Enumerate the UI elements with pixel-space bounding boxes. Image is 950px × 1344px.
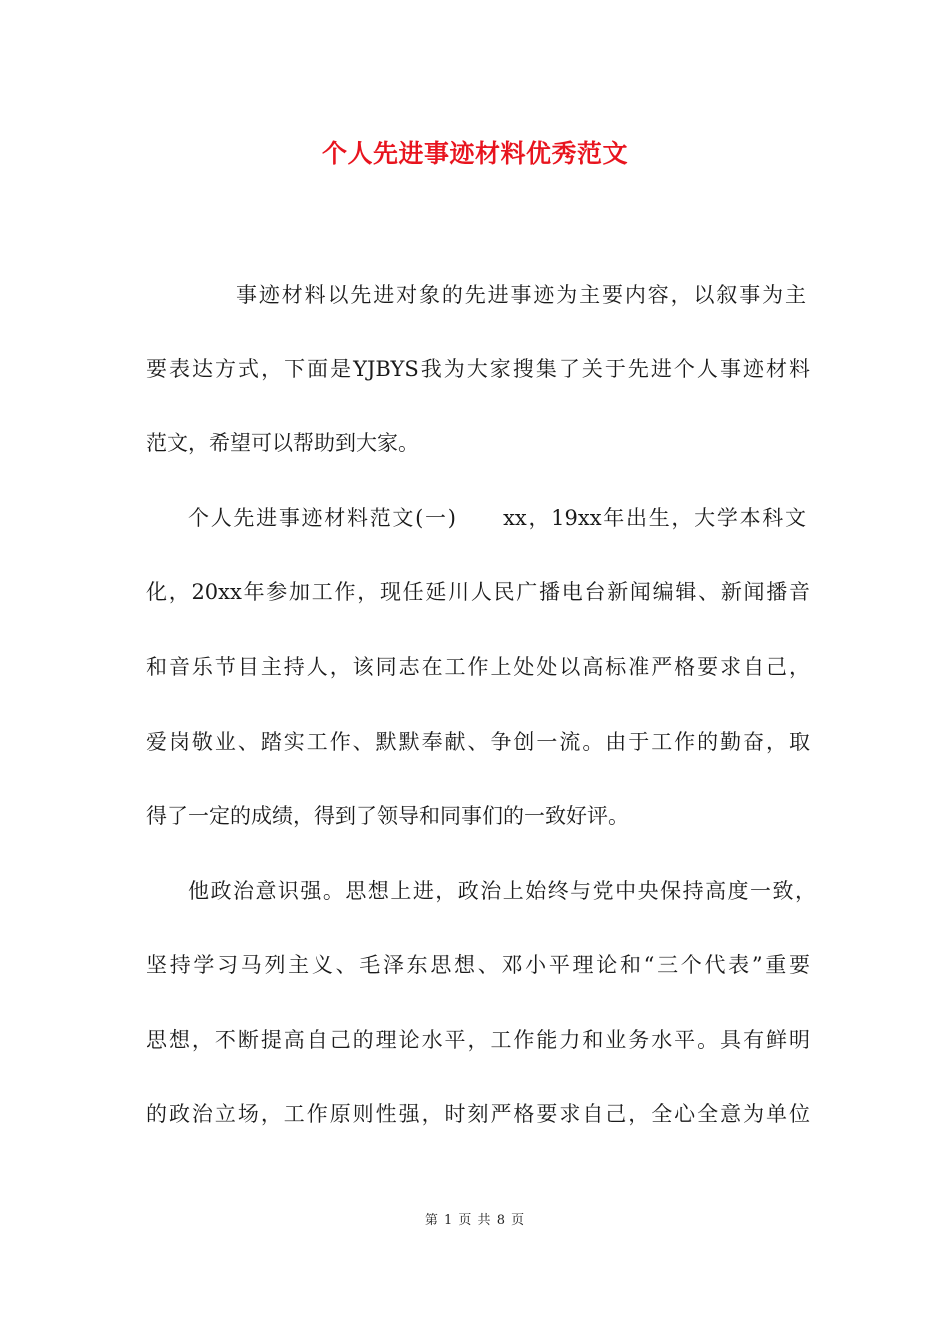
document-title: 个人先进事迹材料优秀范文 (321, 139, 628, 168)
paragraph-line: 要表达方式，下面是YJBYS我为大家搜集了关于先进个人事迹材料 (146, 357, 810, 381)
paragraph-line: 的政治立场，工作原则性强，时刻严格要求自己，全心全意为单位 (146, 1102, 810, 1126)
page-number-footer: 第 1 页 共 8 页 (424, 1213, 526, 1228)
paragraph-line: 爱岗敬业、踏实工作、默默奉献、争创一流。由于工作的勤奋，取 (146, 730, 810, 754)
paragraph-line: 他政治意识强。思想上进，政治上始终与党中央保持高度一致， (188, 879, 816, 903)
paragraph-line: 化，20xx年参加工作，现任延川人民广播电台新闻编辑、新闻播音 (146, 580, 810, 604)
paragraph-line: 和音乐节目主持人，该同志在工作上处处以高标准严格要求自己， (146, 655, 810, 679)
paragraph-line: 思想，不断提高自己的理论水平，工作能力和业务水平。具有鲜明 (146, 1028, 810, 1052)
paragraph-line: 坚持学习马列主义、毛泽东思想、邓小平理论和“三个代表”重要 (146, 953, 810, 977)
paragraph-line: 范文，希望可以帮助到大家。 (146, 431, 419, 455)
paragraph-line: 个人先进事迹材料范文(一) xx，19xx年出生，大学本科文 (188, 506, 806, 530)
paragraph-line: 得了一定的成绩，得到了领导和同事们的一致好评。 (146, 804, 629, 828)
paragraph-line: 事迹材料以先进对象的先进事迹为主要内容，以叙事为主 (236, 283, 806, 307)
